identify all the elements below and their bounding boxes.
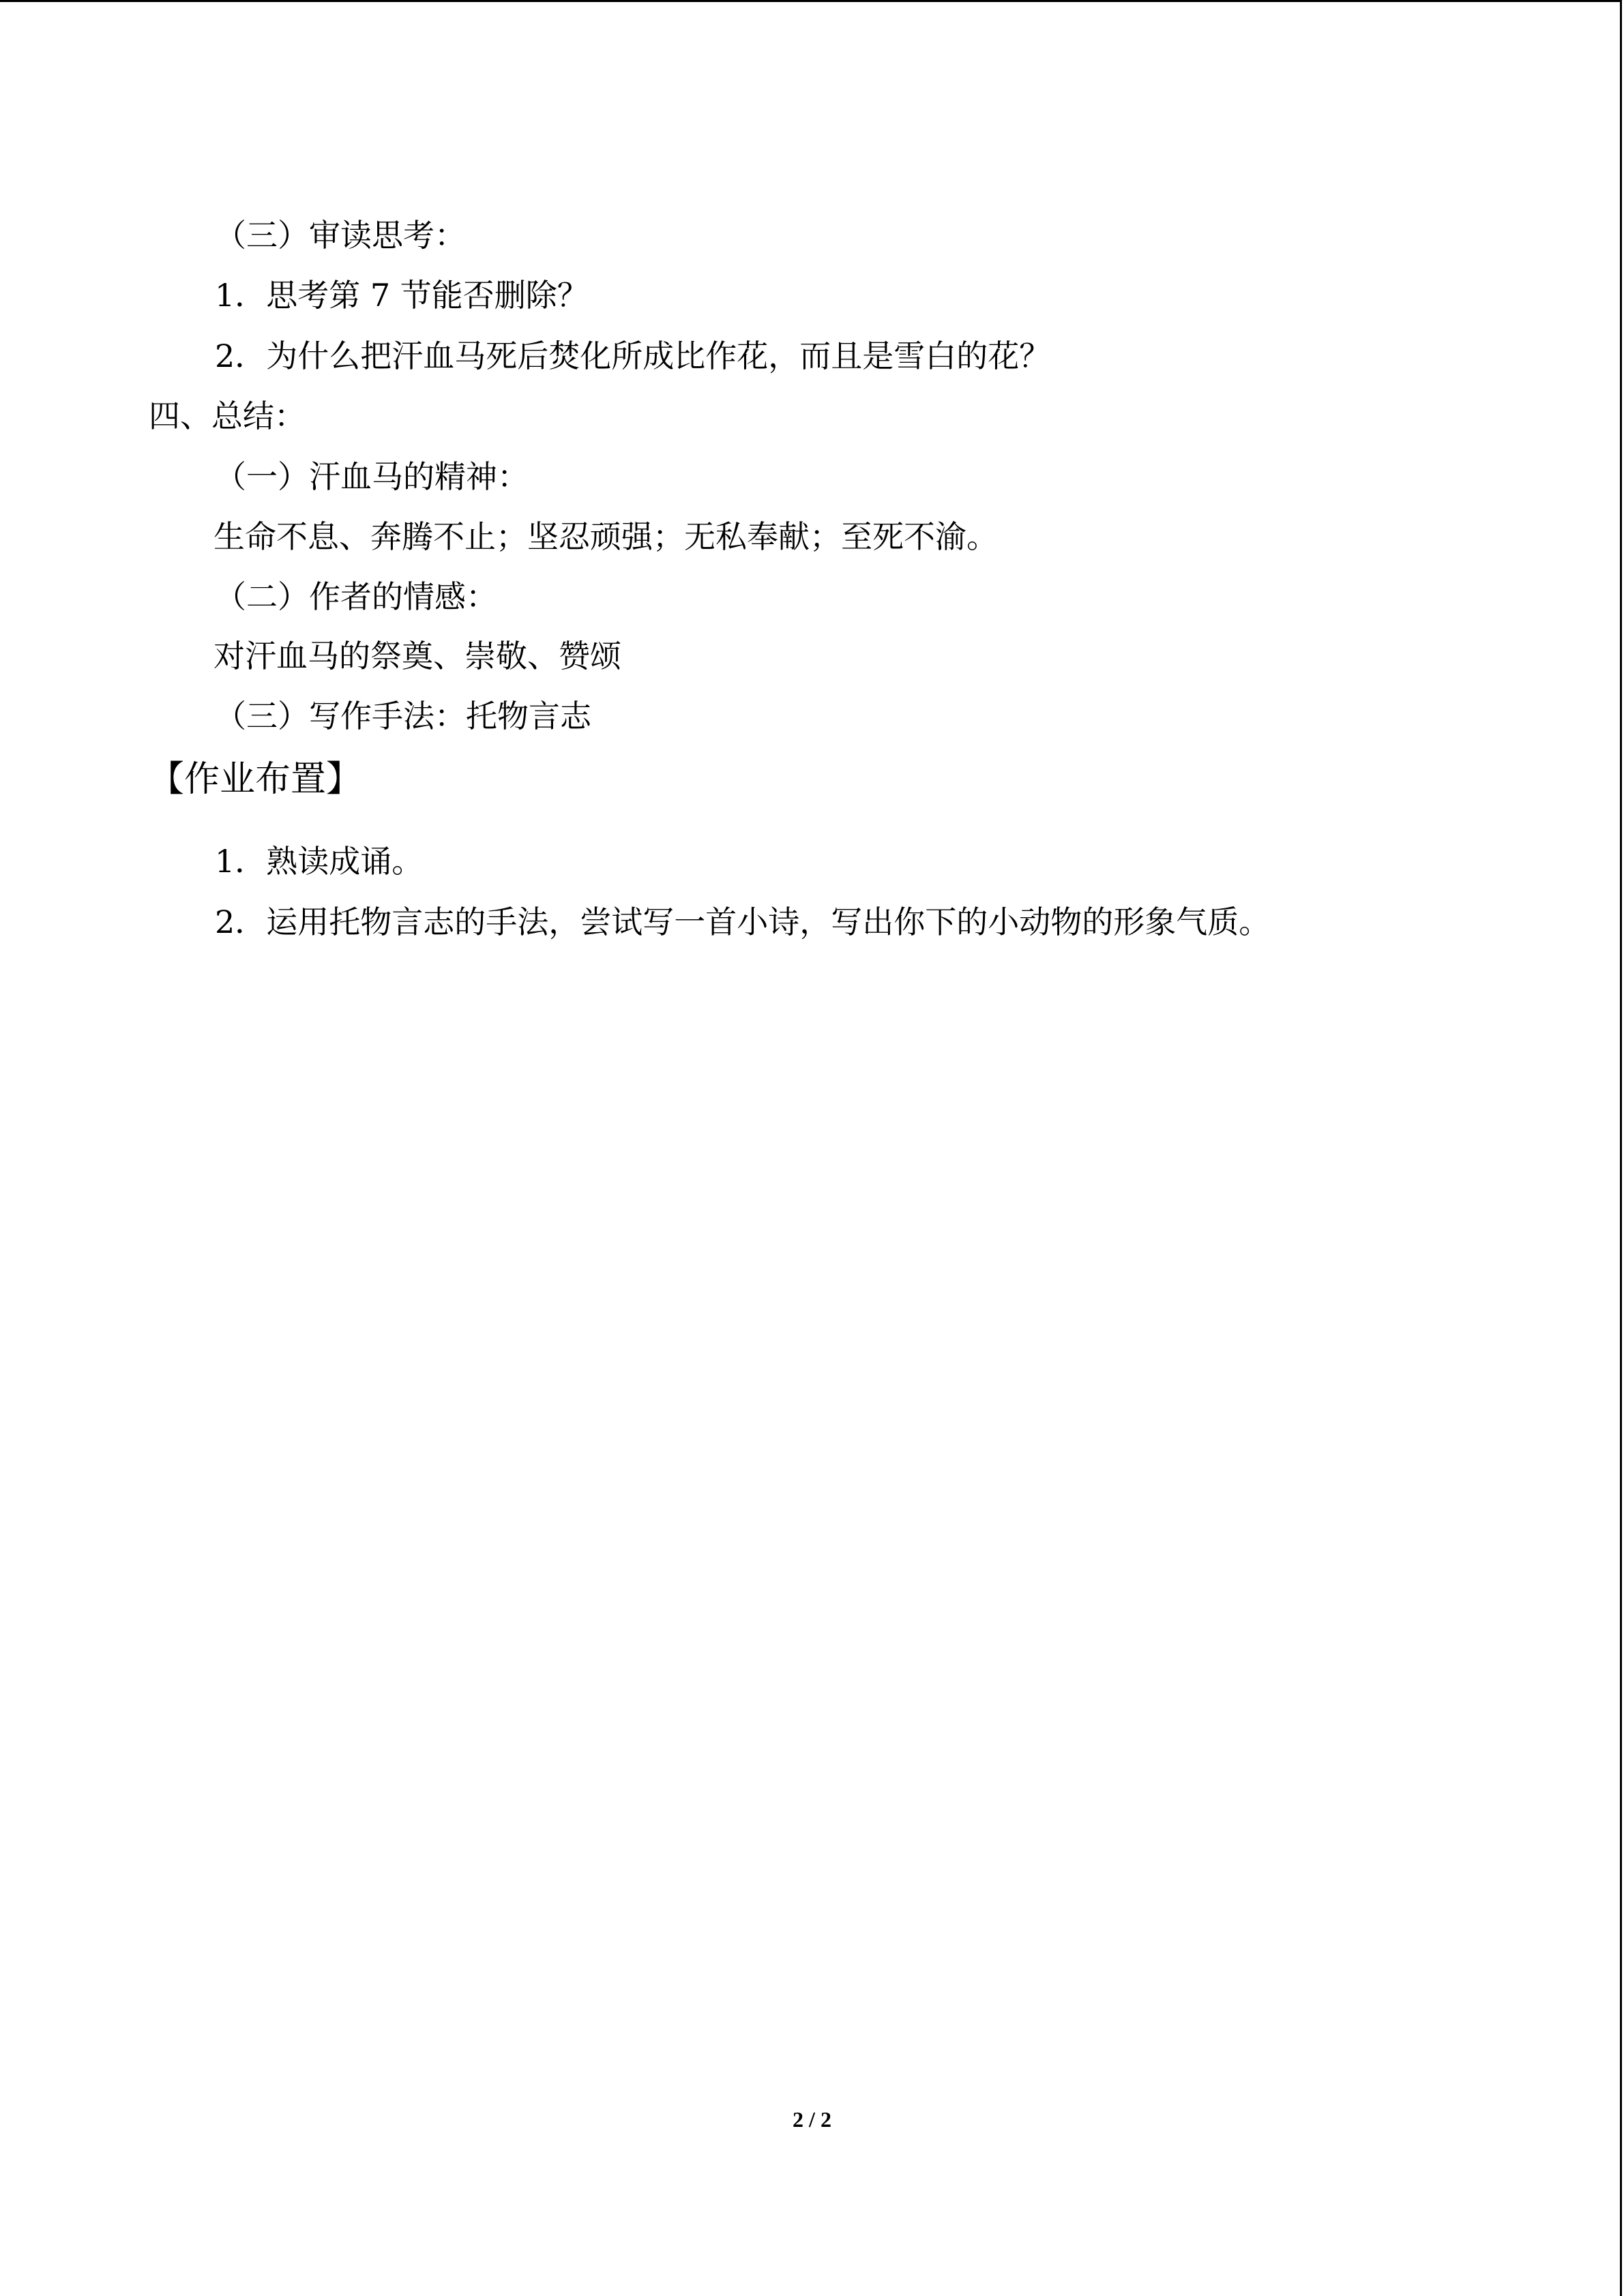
subsection-heading-review: （三）审读思考： xyxy=(215,217,466,254)
page-number: 2 / 2 xyxy=(793,2107,831,2132)
question-2: 2．为什么把汗血马死后焚化所成比作花，而且是雪白的花？ xyxy=(215,338,1051,374)
section-heading-summary: 四、总结： xyxy=(149,398,306,434)
homework-item-1: 1．熟读成诵。 xyxy=(215,843,424,880)
subsection-heading-emotion: （二）作者的情感： xyxy=(215,578,497,615)
writing-technique: （三）写作手法：托物言志 xyxy=(215,698,591,734)
question-1: 1．思考第 7 节能否删除？ xyxy=(215,277,589,314)
homework-heading: 【作业布置】 xyxy=(149,759,362,800)
spirit-text: 生命不息、奔腾不止；坚忍顽强；无私奉献；至死不渝。 xyxy=(213,518,998,555)
subsection-heading-spirit: （一）汗血马的精神： xyxy=(215,458,529,495)
homework-item-2: 2．运用托物言志的手法，尝试写一首小诗，写出你下的小动物的形象气质。 xyxy=(215,904,1271,940)
emotion-text: 对汗血马的祭奠、崇敬、赞颂 xyxy=(213,638,621,674)
